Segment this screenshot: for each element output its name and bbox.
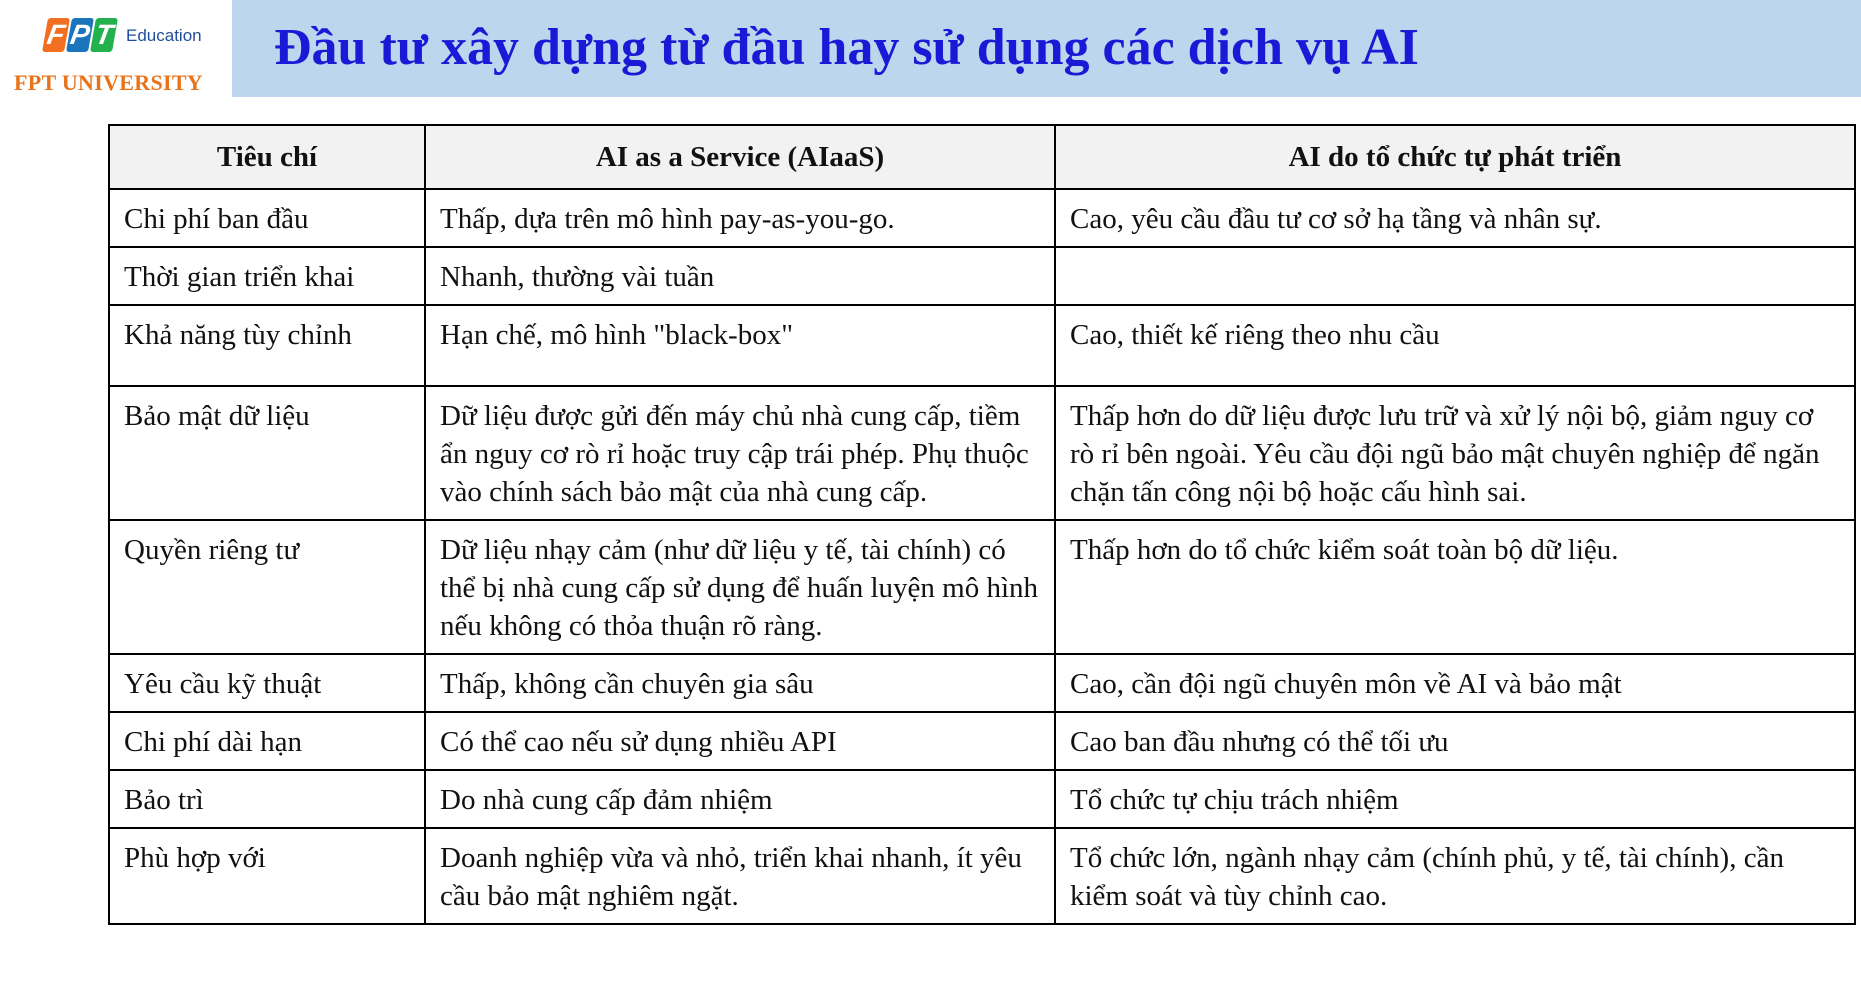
- aiaas-cell: Dữ liệu nhạy cảm (như dữ liệu y tế, tài chính) có thể bị nhà cung cấp sử dụng để huấn luyện mô hình nếu không có thỏa thuận rõ ràng.: [425, 520, 1055, 654]
- criteria-cell: Yêu cầu kỹ thuật: [109, 654, 425, 712]
- aiaas-cell: Doanh nghiệp vừa và nhỏ, triển khai nhanh, ít yêu cầu bảo mật nghiêm ngặt.: [425, 828, 1055, 924]
- table-row: [109, 654, 1855, 712]
- table-row: [109, 520, 1855, 654]
- table-row: [109, 247, 1855, 305]
- in-house-cell: Tổ chức tự chịu trách nhiệm: [1055, 770, 1855, 828]
- aiaas-cell: Có thể cao nếu sử dụng nhiều API: [425, 712, 1055, 770]
- slide-title: Đầu tư xây dựng từ đầu hay sử dụng các dịch vụ AI: [274, 19, 1419, 76]
- logo-letter-p: P: [66, 18, 94, 52]
- criteria-cell: Chi phí ban đầu: [109, 189, 425, 247]
- aiaas-cell: Thấp, dựa trên mô hình pay-as-you-go.: [425, 189, 1055, 247]
- table-header-row: [109, 125, 1855, 189]
- criteria-cell: Bảo mật dữ liệu: [109, 386, 425, 520]
- table-row: [109, 770, 1855, 828]
- header-criteria: Tiêu chí: [109, 125, 425, 189]
- aiaas-cell: Hạn chế, mô hình "black-box": [425, 305, 1055, 386]
- table-row: [109, 712, 1855, 770]
- logo-university-text: FPT UNIVERSITY: [14, 70, 203, 95]
- criteria-cell: Thời gian triển khai: [109, 247, 425, 305]
- aiaas-cell: Do nhà cung cấp đảm nhiệm: [425, 770, 1055, 828]
- in-house-cell: Cao ban đầu nhưng có thể tối ưu: [1055, 712, 1855, 770]
- criteria-cell: Khả năng tùy chỉnh: [109, 305, 425, 386]
- in-house-cell: [1055, 247, 1855, 305]
- logo-letter-t: T: [90, 18, 118, 52]
- table-row: [109, 828, 1855, 924]
- comparison-table: [108, 124, 1856, 925]
- in-house-cell: Cao, cần đội ngũ chuyên môn về AI và bảo mật: [1055, 654, 1855, 712]
- criteria-cell: Phù hợp với: [109, 828, 425, 924]
- table-row: [109, 189, 1855, 247]
- title-bar: [232, 0, 1861, 97]
- aiaas-cell: Dữ liệu được gửi đến máy chủ nhà cung cấp, tiềm ẩn nguy cơ rò rỉ hoặc truy cập trái phép. Phụ thuộc vào chính sách bảo mật của nhà cung cấp.: [425, 386, 1055, 520]
- header-aiaas: AI as a Service (AIaaS): [425, 125, 1055, 189]
- aiaas-cell: Nhanh, thường vài tuần: [425, 247, 1055, 305]
- logo-education-text: Education: [126, 26, 202, 45]
- in-house-cell: Tổ chức lớn, ngành nhạy cảm (chính phủ, y tế, tài chính), cần kiểm soát và tùy chỉnh cao.: [1055, 828, 1855, 924]
- aiaas-cell: Thấp, không cần chuyên gia sâu: [425, 654, 1055, 712]
- table-row: [109, 305, 1855, 386]
- table-row: [109, 386, 1855, 520]
- fpt-logo: [0, 0, 230, 97]
- criteria-cell: Quyền riêng tư: [109, 520, 425, 654]
- in-house-cell: Cao, yêu cầu đầu tư cơ sở hạ tầng và nhân sự.: [1055, 189, 1855, 247]
- in-house-cell: Thấp hơn do dữ liệu được lưu trữ và xử lý nội bộ, giảm nguy cơ rò rỉ bên ngoài. Yêu cầu đội ngũ bảo mật chuyên nghiệp để ngăn chặn tấn công nội bộ hoặc cấu hình sai.: [1055, 386, 1855, 520]
- logo-letter-f: F: [42, 18, 70, 52]
- criteria-cell: Chi phí dài hạn: [109, 712, 425, 770]
- criteria-cell: Bảo trì: [109, 770, 425, 828]
- in-house-cell: Cao, thiết kế riêng theo nhu cầu: [1055, 305, 1855, 386]
- fpt-logo-mark: [45, 18, 117, 52]
- header-in-house-ai: AI do tổ chức tự phát triển: [1055, 125, 1855, 189]
- in-house-cell: Thấp hơn do tổ chức kiểm soát toàn bộ dữ liệu.: [1055, 520, 1855, 654]
